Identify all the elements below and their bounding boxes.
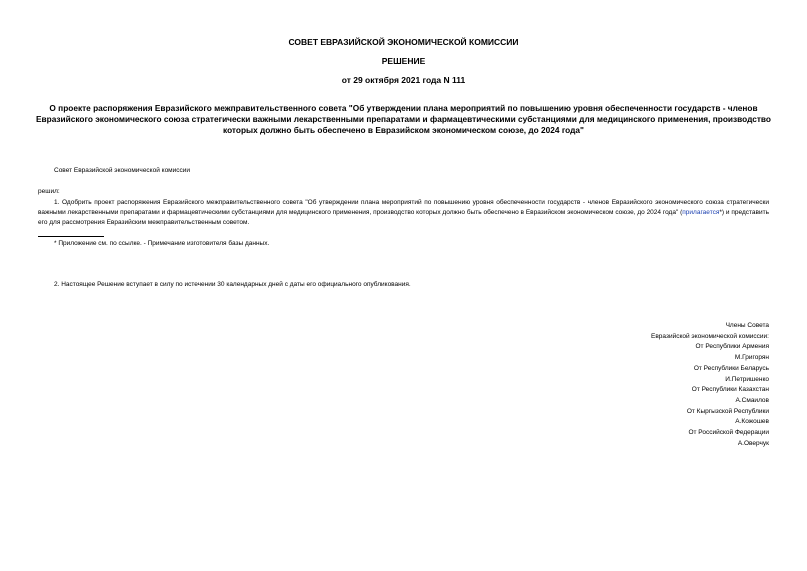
footnote: * Приложение см. по ссылке. - Примечание изготовителя базы данных. xyxy=(54,240,270,247)
member-country: От Российской Федерации xyxy=(688,429,769,437)
council-title: СОВЕТ ЕВРАЗИЙСКОЙ ЭКОНОМИЧЕСКОЙ КОМИССИИ xyxy=(288,37,519,47)
signature-block xyxy=(651,321,769,449)
footnote-divider xyxy=(38,236,104,237)
member-country: От Республики Беларусь xyxy=(693,364,769,372)
member-name: И.Петришенко xyxy=(725,375,769,383)
item-2-paragraph: 2. Настоящее Решение вступает в силу по истечении 30 календарных дней с даты его официального опубликования. xyxy=(54,281,411,288)
item-1-text-end: *) и представить его для рассмотрения Евразийским межправительственным советом. xyxy=(38,209,769,226)
decided-label: решил: xyxy=(38,188,60,195)
signature-heading: Члены Совета xyxy=(725,322,769,329)
member-country: От Кыргызской Республики xyxy=(686,407,769,415)
document-date-number: от 29 октября 2021 года N 111 xyxy=(341,75,466,85)
member-country: От Республики Казахстан xyxy=(691,386,769,394)
item-1-paragraph xyxy=(38,198,769,228)
signature-heading: Евразийской экономической комиссии: xyxy=(651,332,769,340)
appendix-link[interactable]: прилагается xyxy=(682,209,720,216)
document-type: РЕШЕНИЕ xyxy=(381,56,426,66)
member-name: М.Григорян xyxy=(734,354,769,362)
member-country: От Республики Армения xyxy=(695,343,769,351)
member-name: А.Оверчук xyxy=(737,439,769,447)
member-name: А.Смаилов xyxy=(735,396,769,404)
document-subject: О проекте распоряжения Евразийского межправительственного совета "Об утверждении плана мероприятий по повышению уровня обеспеченности государств - членов Евразийского экономического союза стратегически важными лекарственными препаратами и фармацевтическими субстанциями для медицинского применения, производство которых должно быть обеспечено в Евразийском экономическом союзе, до 2024 года" xyxy=(36,103,771,135)
member-name: А.Кожошев xyxy=(735,418,769,426)
preamble: Совет Евразийской экономической комиссии xyxy=(54,167,191,174)
item-1-text: 1. Одобрить проект распоряжения Евразийского межправительственного совета "Об утверждении плана мероприятий по повышению уровня обеспеченности государств - членов Евразийского экономического союза стратегически важными лекарственными препаратами и фармацевтическими субстанциями для медицинского применения, производство которых должно быть обеспечено в Евразийском экономическом союзе, до 2024 года" ( xyxy=(38,199,769,216)
